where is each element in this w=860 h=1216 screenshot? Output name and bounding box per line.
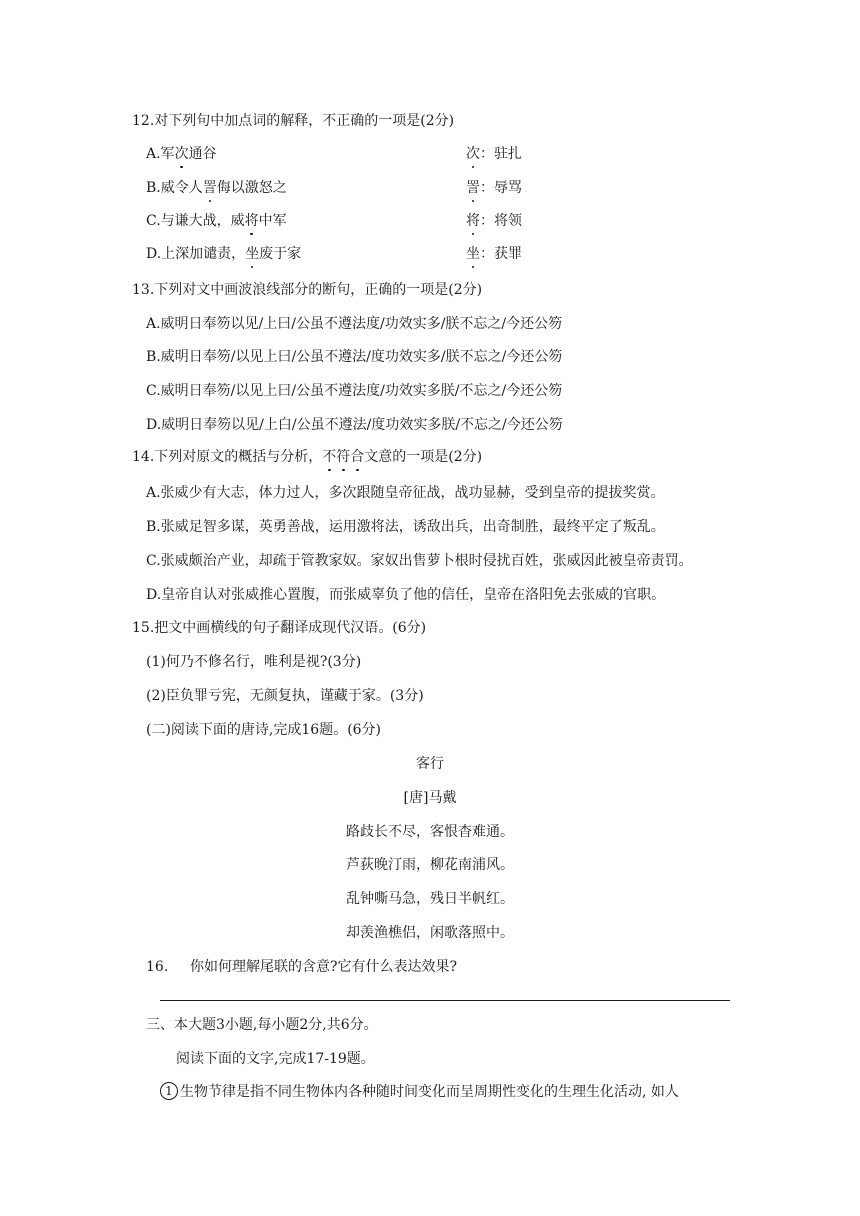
q14-option-c: C.张威颇治产业，却疏于管教家奴。家奴出售萝卜根时侵扰百姓，张威因此被皇帝责罚。 — [146, 553, 693, 569]
dotted-word: 坐 — [466, 246, 480, 262]
q16-number: 16. — [146, 959, 169, 975]
circled-number: 1 — [160, 1082, 178, 1100]
q12-option-b: B.威令人詈侮以激怒之 — [146, 180, 287, 196]
q14-option-d: D.皇帝自认对张威推心置腹，而张威辜负了他的信任，皇帝在洛阳免去张威的官职。 — [146, 587, 666, 603]
q13-option-a: A.威明日奉笏以见/上曰/公虽不遵法度/功效实多/朕不忘之/今还公笏 — [146, 316, 563, 332]
dotted-word: 不 — [322, 449, 337, 465]
answer-line — [160, 1000, 730, 1001]
q13-stem: 13.下列对文中画波浪线部分的断句，正确的一项是(2分) — [132, 282, 483, 298]
q12-option-d: D.上深加谴责，坐废于家 — [146, 246, 302, 262]
q14-option-a: A.张威少有大志，体力过人，多次跟随皇帝征战，战功显赫，受到皇帝的提拔奖赏。 — [146, 485, 665, 501]
dotted-word: 次 — [174, 146, 189, 162]
poem-line-1: 路歧长不尽，客恨杳难通。 — [346, 824, 514, 840]
section3-paragraph: 1 生物节律是指不同生物体内各种随时间变化而呈周期性变化的生理生化活动, 如人 — [160, 1082, 679, 1102]
q12-gloss-b: 詈：辱骂 — [466, 180, 522, 196]
q16-text: 你如何理解尾联的含意?它有什么表达效果? — [190, 959, 458, 975]
q12-option-c: C.与谦大战，威将中军 — [146, 213, 287, 229]
section3-heading: 三、本大题3小题,每小题2分,共6分。 — [146, 1017, 378, 1033]
dotted-word: 坐 — [245, 246, 260, 262]
q12-gloss-c: 将：将领 — [466, 213, 522, 229]
q15-item-2: (2)臣负罪亏宪，无颜复执，谨藏于家。(3分) — [146, 688, 424, 704]
dotted-word: 詈 — [202, 180, 217, 196]
section2-intro: (二)阅读下面的唐诗,完成16题。(6分) — [146, 722, 382, 738]
poem-author: [唐]马戴 — [403, 790, 457, 806]
q13-option-b: B.威明日奉笏/以见上曰/公虽不遵法/度功效实多/朕不忘之/今还公笏 — [146, 349, 563, 365]
poem-line-4: 却羡渔樵侣，闲歌落照中。 — [346, 925, 514, 941]
q14-stem: 14.下列对原文的概括与分析，不符合文意的一项是(2分) — [132, 449, 483, 465]
q12-gloss-a: 次：驻扎 — [466, 146, 522, 162]
q15-item-1: (1)何乃不修名行，唯利是视?(3分) — [146, 654, 362, 670]
dotted-word: 符 — [336, 449, 351, 465]
q15-stem: 15.把文中画横线的句子翻译成现代汉语。(6分) — [132, 620, 427, 636]
q14-option-b: B.张威足智多谋，英勇善战，运用激将法，诱敌出兵，出奇制胜，最终平定了叛乱。 — [146, 519, 665, 535]
poem-line-2: 芦荻晚汀雨，柳花南浦风。 — [346, 857, 514, 873]
dotted-word: 次 — [466, 146, 480, 162]
dotted-word: 詈 — [466, 180, 480, 196]
poem-title: 客行 — [416, 756, 444, 772]
dotted-word: 合 — [350, 449, 365, 465]
dotted-word: 将 — [466, 213, 480, 229]
poem-line-3: 乱钟嘶马急，残日半帆红。 — [346, 891, 514, 907]
q12-option-a: A.军次通谷 — [146, 146, 217, 162]
dotted-word: 将 — [244, 213, 259, 229]
q13-option-c: C.威明日奉笏/以见上曰/公虽不遵法度/功效实多朕/不忘之/今还公笏 — [146, 383, 563, 399]
q12-gloss-d: 坐：获罪 — [466, 246, 522, 262]
section3-intro: 阅读下面的文字,完成17-19题。 — [176, 1051, 375, 1067]
q12-stem: 12.对下列句中加点词的解释，不正确的一项是(2分) — [132, 113, 455, 129]
q13-option-d: D.威明日奉笏以见/上白/公虽不遵法/度功效实多朕/不忘之/今还公笏 — [146, 417, 563, 433]
